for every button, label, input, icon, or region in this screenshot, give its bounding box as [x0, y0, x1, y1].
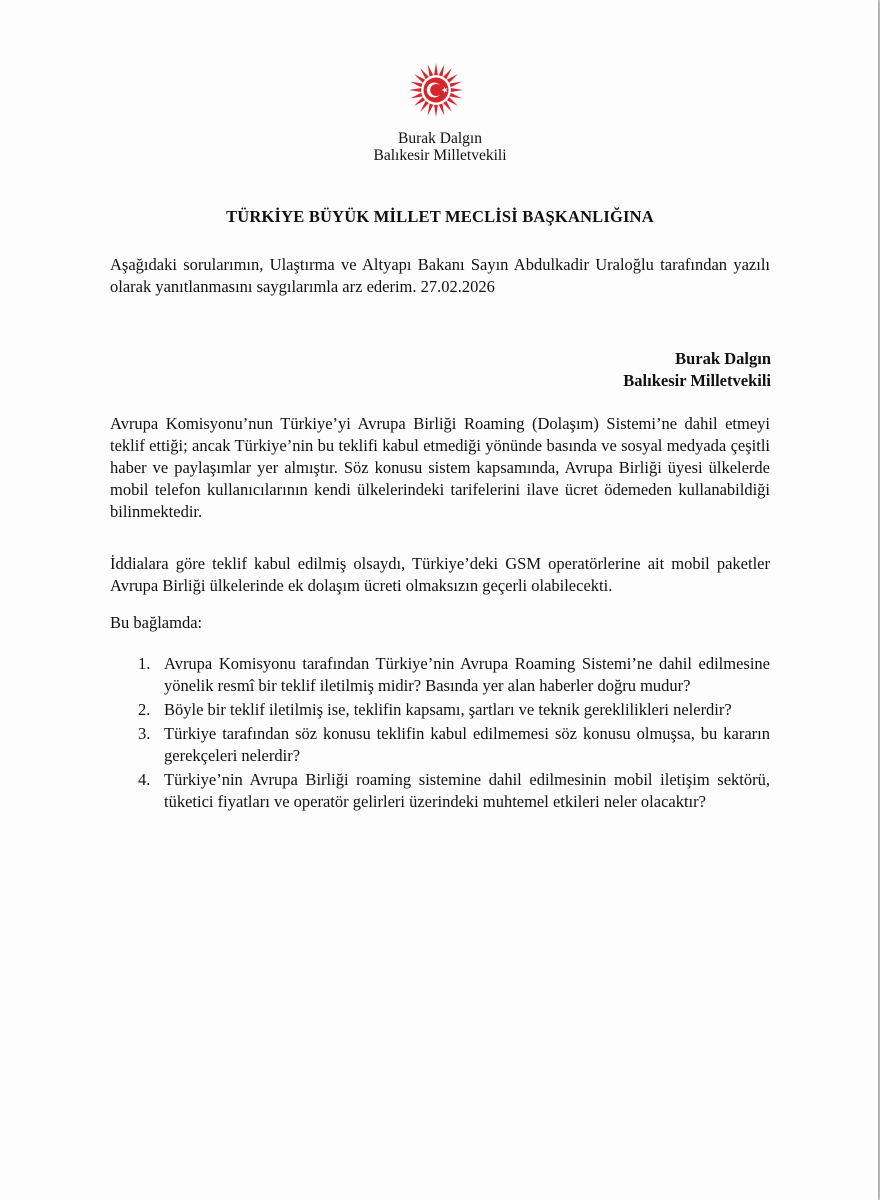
- emblem-ray: [439, 104, 445, 116]
- emblem-ray: [420, 68, 429, 79]
- question-number: 2.: [138, 700, 151, 719]
- emblem-ray: [414, 97, 425, 106]
- question-text: Avrupa Komisyonu tarafından Türkiye’nin Avrupa Roaming Sistemi’ne dahil edilmesine yönelik resmî bir teklif iletilmiş midir? Basında yer alan haberler doğru mudur?: [164, 654, 770, 695]
- emblem-ray: [447, 97, 458, 106]
- emblem-ray: [410, 93, 422, 99]
- emblem-ray: [450, 93, 462, 99]
- question-item: [138, 653, 770, 697]
- question-number: 1.: [138, 654, 151, 673]
- signature-title: Balıkesir Milletvekili: [623, 371, 771, 390]
- question-text: Türkiye’nin Avrupa Birliği roaming sistemine dahil edilmesinin mobil iletişim sektörü, tüketici fiyatları ve operatör gelirleri üzerindeki muhtemel etkileri neler olacaktır?: [164, 770, 770, 811]
- question-text: Türkiye tarafından söz konusu teklifin kabul edilmemesi söz konusu olmuşsa, bu kararın gerekçeleri nelerdir?: [164, 724, 770, 765]
- emblem-ray: [439, 64, 445, 76]
- sender-name: Burak Dalgın: [398, 130, 482, 147]
- question-text: Böyle bir teklif iletilmiş ise, teklifin kapsamı, şartları ve teknik gereklilikleri nelerdir?: [164, 700, 732, 719]
- document-heading: TÜRKİYE BÜYÜK MİLLET MECLİSİ BAŞKANLIĞINA: [226, 207, 654, 226]
- emblem-ray: [443, 68, 452, 79]
- question-list: [138, 653, 770, 815]
- context-paragraph: Bu bağlamda:: [110, 613, 203, 632]
- emblem-ray: [451, 88, 463, 92]
- emblem-ray: [450, 82, 462, 88]
- emblem-ray: [434, 105, 438, 117]
- question-number: 3.: [138, 724, 151, 743]
- emblem-ray: [428, 104, 434, 116]
- emblem-ray: [409, 88, 421, 92]
- emblem-ray: [434, 63, 438, 75]
- question-item: [138, 769, 770, 813]
- intro-paragraph: Aşağıdaki sorularımın, Ulaştırma ve Altyapı Bakanı Sayın Abdulkadir Uraloğlu tarafından yazılı olarak yanıtlanmasını saygılarımla arz ederim. 27.02.2026: [110, 255, 770, 296]
- emblem-ray: [414, 74, 425, 83]
- emblem-ray: [428, 64, 434, 76]
- tbmm-emblem-icon: [408, 62, 464, 118]
- emblem-ray: [420, 101, 429, 112]
- emblem-ray: [443, 101, 452, 112]
- question-item: [138, 699, 770, 721]
- body-paragraph: Avrupa Komisyonu’nun Türkiye’yi Avrupa Birliği Roaming (Dolaşım) Sistemi’ne dahil etmeyi teklif ettiği; ancak Türkiye’nin bu teklifi kabul etmediği yönünde basında ve sosyal medyada çeşitli haber ve paylaşımlar yer almıştır. Söz konusu sistem kapsamında, Avrupa Birliği üyesi ülkelerde mobil telefon kullanıcılarının kendi ülkelerindeki tarifelerini ilave ücret ödemeden kullanabildiği bilinmektedir.: [110, 414, 770, 521]
- signature-name: Burak Dalgın: [675, 349, 771, 368]
- emblem-ray: [410, 82, 422, 88]
- emblem-ray: [447, 74, 458, 83]
- question-number: 4.: [138, 770, 151, 789]
- sender-title: Balıkesir Milletvekili: [373, 147, 507, 164]
- question-item: [138, 723, 770, 767]
- body-paragraph: İddialara göre teklif kabul edilmiş olsaydı, Türkiye’deki GSM operatörlerine ait mobil paketler Avrupa Birliği ülkelerinde ek dolaşım ücreti olmaksızın geçerli olabilecekti.: [110, 554, 770, 595]
